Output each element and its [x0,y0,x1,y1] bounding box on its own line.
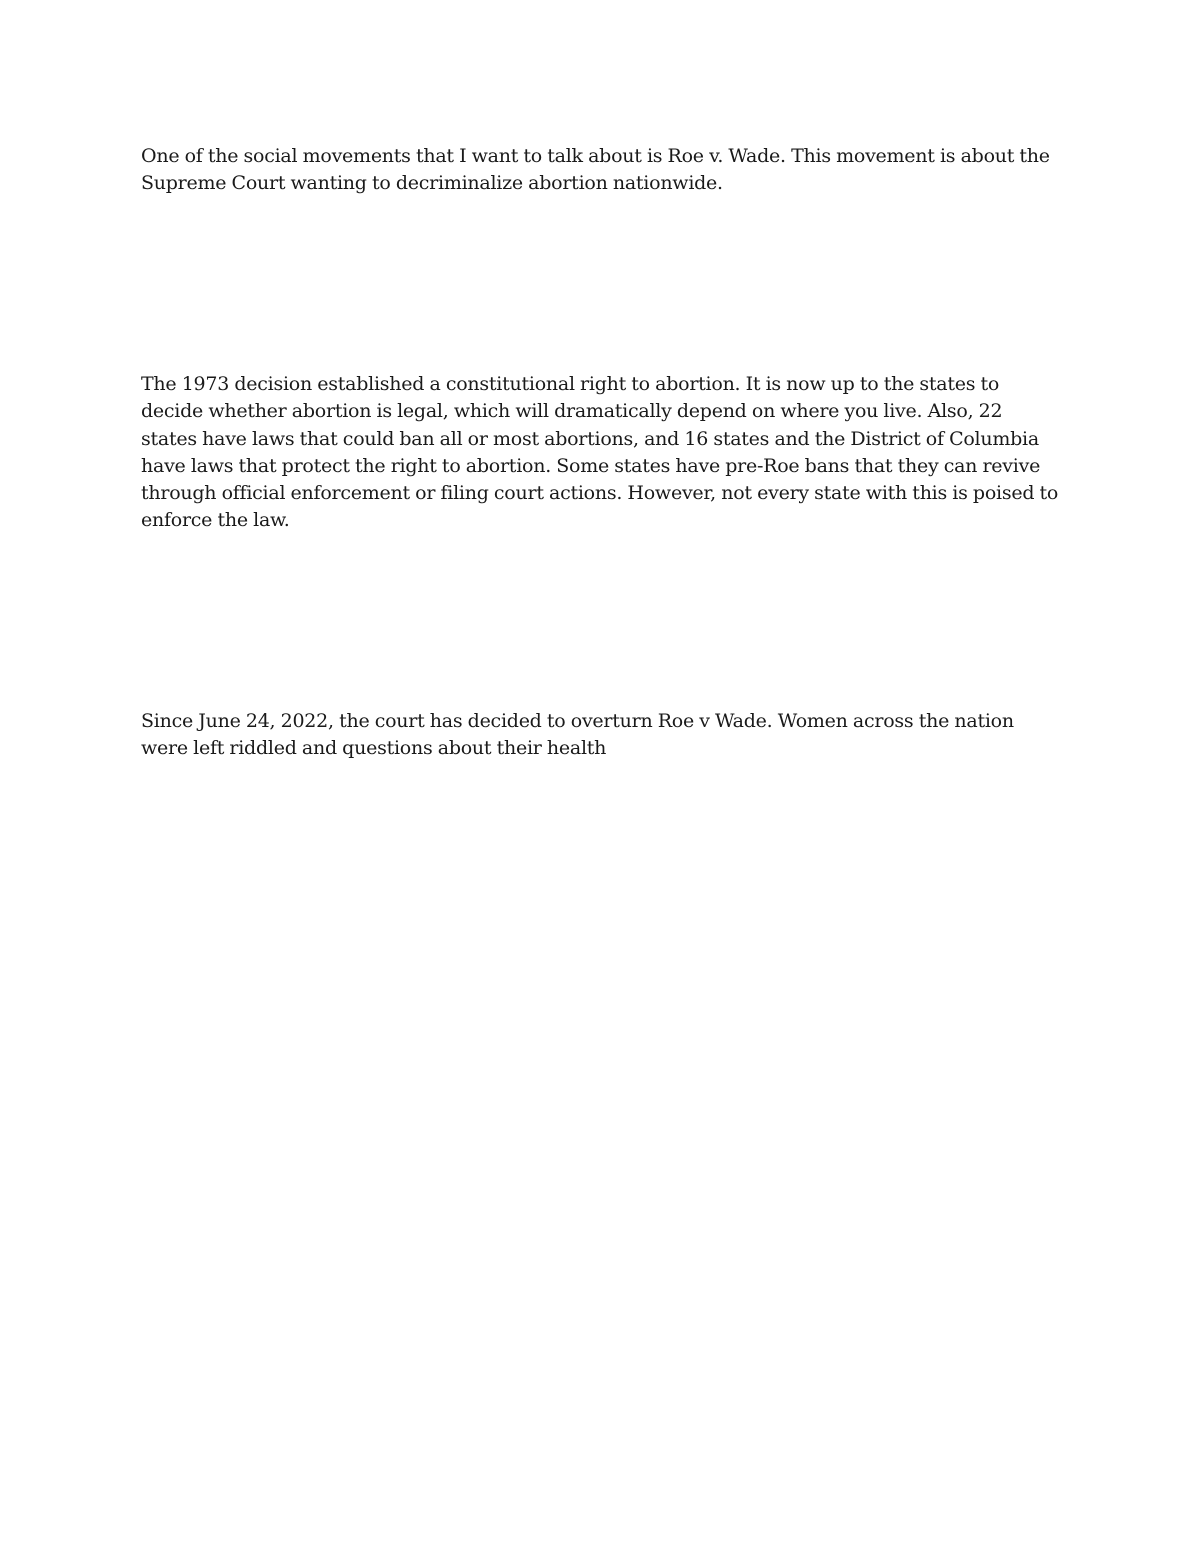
paragraph-decision: The 1973 decision established a constitutional right to abortion. It is now up to the states to decide whether abortion is legal, which will dramatically depend on where you live. Also, 22 states have laws that could ban all or most abortions, and 16 states and the District of Columbia have laws that protect the right to abortion. Some states have pre-Roe bans that they can revive through official enforcement or filing court actions. However, not every state with this is poised to enforce the law. [141,373,1059,532]
paragraph-intro: One of the social movements that I want to talk about is Roe v. Wade. This movement is about the Supreme Court wanting to decriminalize abortion nationwide. [141,145,1050,195]
paragraph-overturn: Since June 24, 2022, the court has decided to overturn Roe v Wade. Women across the nation were left riddled and questions about their health [141,710,1014,760]
